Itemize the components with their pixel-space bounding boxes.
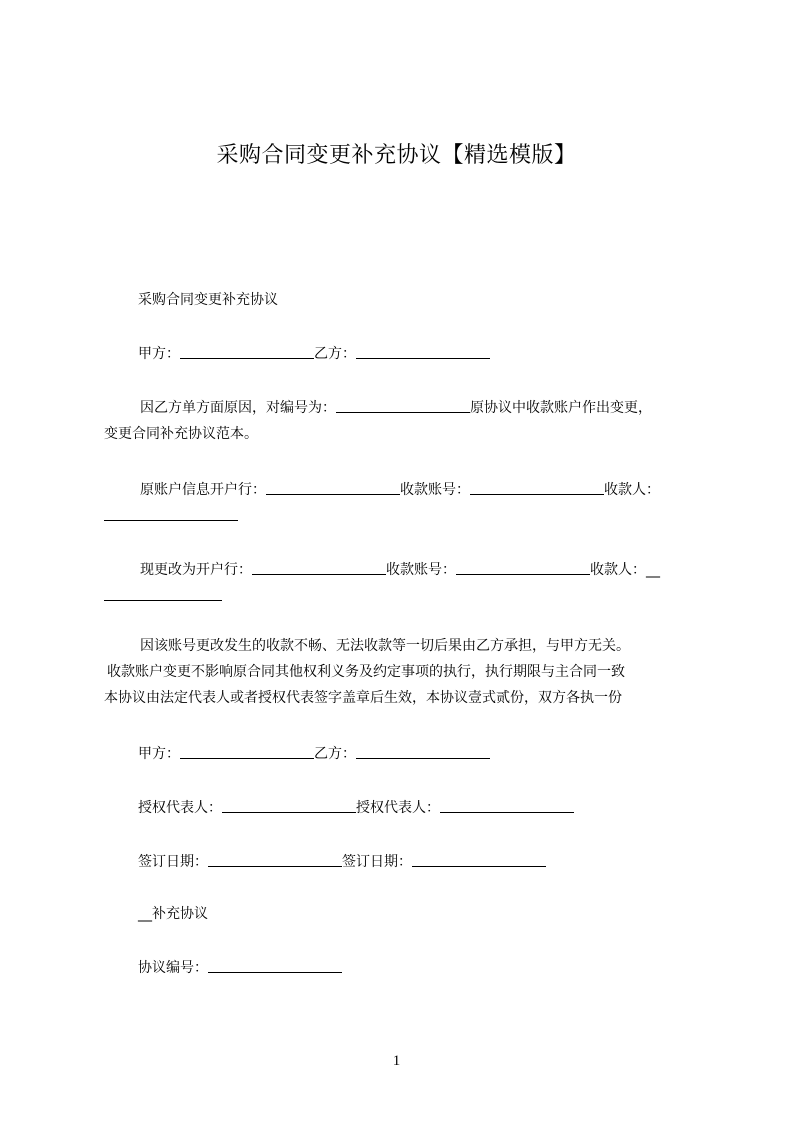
- para1-line1: 因乙方单方面原因，对编号为： 原协议中收款账户作出变更，: [140, 400, 652, 416]
- original-account-line2: [104, 504, 704, 528]
- new-account-line: 现更改为开户行： 收款账号： 收款人：__: [140, 562, 660, 578]
- original-account-line: 原账户信息开户行： 收款账号： 收款人：: [140, 482, 660, 498]
- parties-line-1: 甲方： 乙方：: [138, 342, 708, 366]
- document-title: 采购合同变更补充协议【精选模版】: [216, 143, 577, 168]
- heading: 采购合同变更补充协议: [138, 292, 278, 308]
- supplementary-agreement-line: __补充协议: [138, 906, 208, 922]
- sign-date-line: 签订日期： 签订日期：: [138, 850, 708, 874]
- page-number: 1: [392, 1053, 401, 1069]
- agreement-number-line: 协议编号：: [138, 956, 708, 980]
- para2-line1: 因该账号更改发生的收款不畅、无法收款等一切后果由乙方承担，与甲方无关。: [140, 638, 630, 654]
- parties-line-2: 甲方： 乙方：: [138, 742, 708, 766]
- representative-line: 授权代表人： 授权代表人：: [138, 796, 708, 820]
- new-account-line2: [104, 584, 704, 608]
- para2-line2: 收款账户变更不影响原合同其他权利义务及约定事项的执行，执行期限与主合同一致: [107, 664, 625, 680]
- para1-line2: 变更合同补充协议范本。: [104, 426, 258, 442]
- para2-line3: 本协议由法定代表人或者授权代表签字盖章后生效，本协议壹式贰份，双方各执一份: [104, 690, 622, 706]
